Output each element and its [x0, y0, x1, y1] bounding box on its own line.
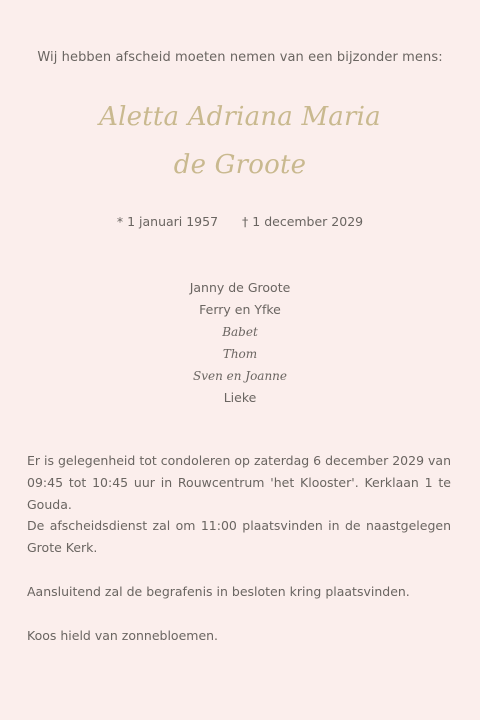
family-member: Sven en Joanne	[192, 369, 288, 383]
service-paragraph: De afscheidsdienst zal om 11:00 plaatsvinden in de naastgelegen Grote Kerk.	[27, 518, 451, 555]
birth-date: * 1 januari 1957	[116, 214, 219, 229]
family-member: Ferry en Yfke	[199, 302, 281, 317]
deceased-name-line1: Aletta Adriana Maria	[99, 102, 381, 132]
life-dates	[0, 214, 480, 229]
death-date: † 1 december 2029	[242, 214, 364, 229]
burial-paragraph: Aansluitend zal de begrafenis in besloten kring plaatsvinden.	[27, 584, 410, 599]
family-member: Babet	[222, 325, 258, 339]
family-member: Lieke	[223, 390, 257, 405]
deceased-name-line2: de Groote	[173, 150, 307, 180]
closing-paragraph: Koos hield van zonnebloemen.	[27, 628, 219, 643]
condolence-paragraph: Er is gelegenheid tot condoleren op zaterdag 6 december 2029 van 09:45 tot 10:45 uur in Rouwcentrum 'het Klooster'. Kerklaan 1 te Gouda.	[27, 453, 451, 512]
intro-text: Wij hebben afscheid moeten nemen van een bijzonder mens:	[37, 50, 443, 65]
family-member: Thom	[222, 347, 258, 361]
family-member: Janny de Groote	[189, 280, 291, 295]
